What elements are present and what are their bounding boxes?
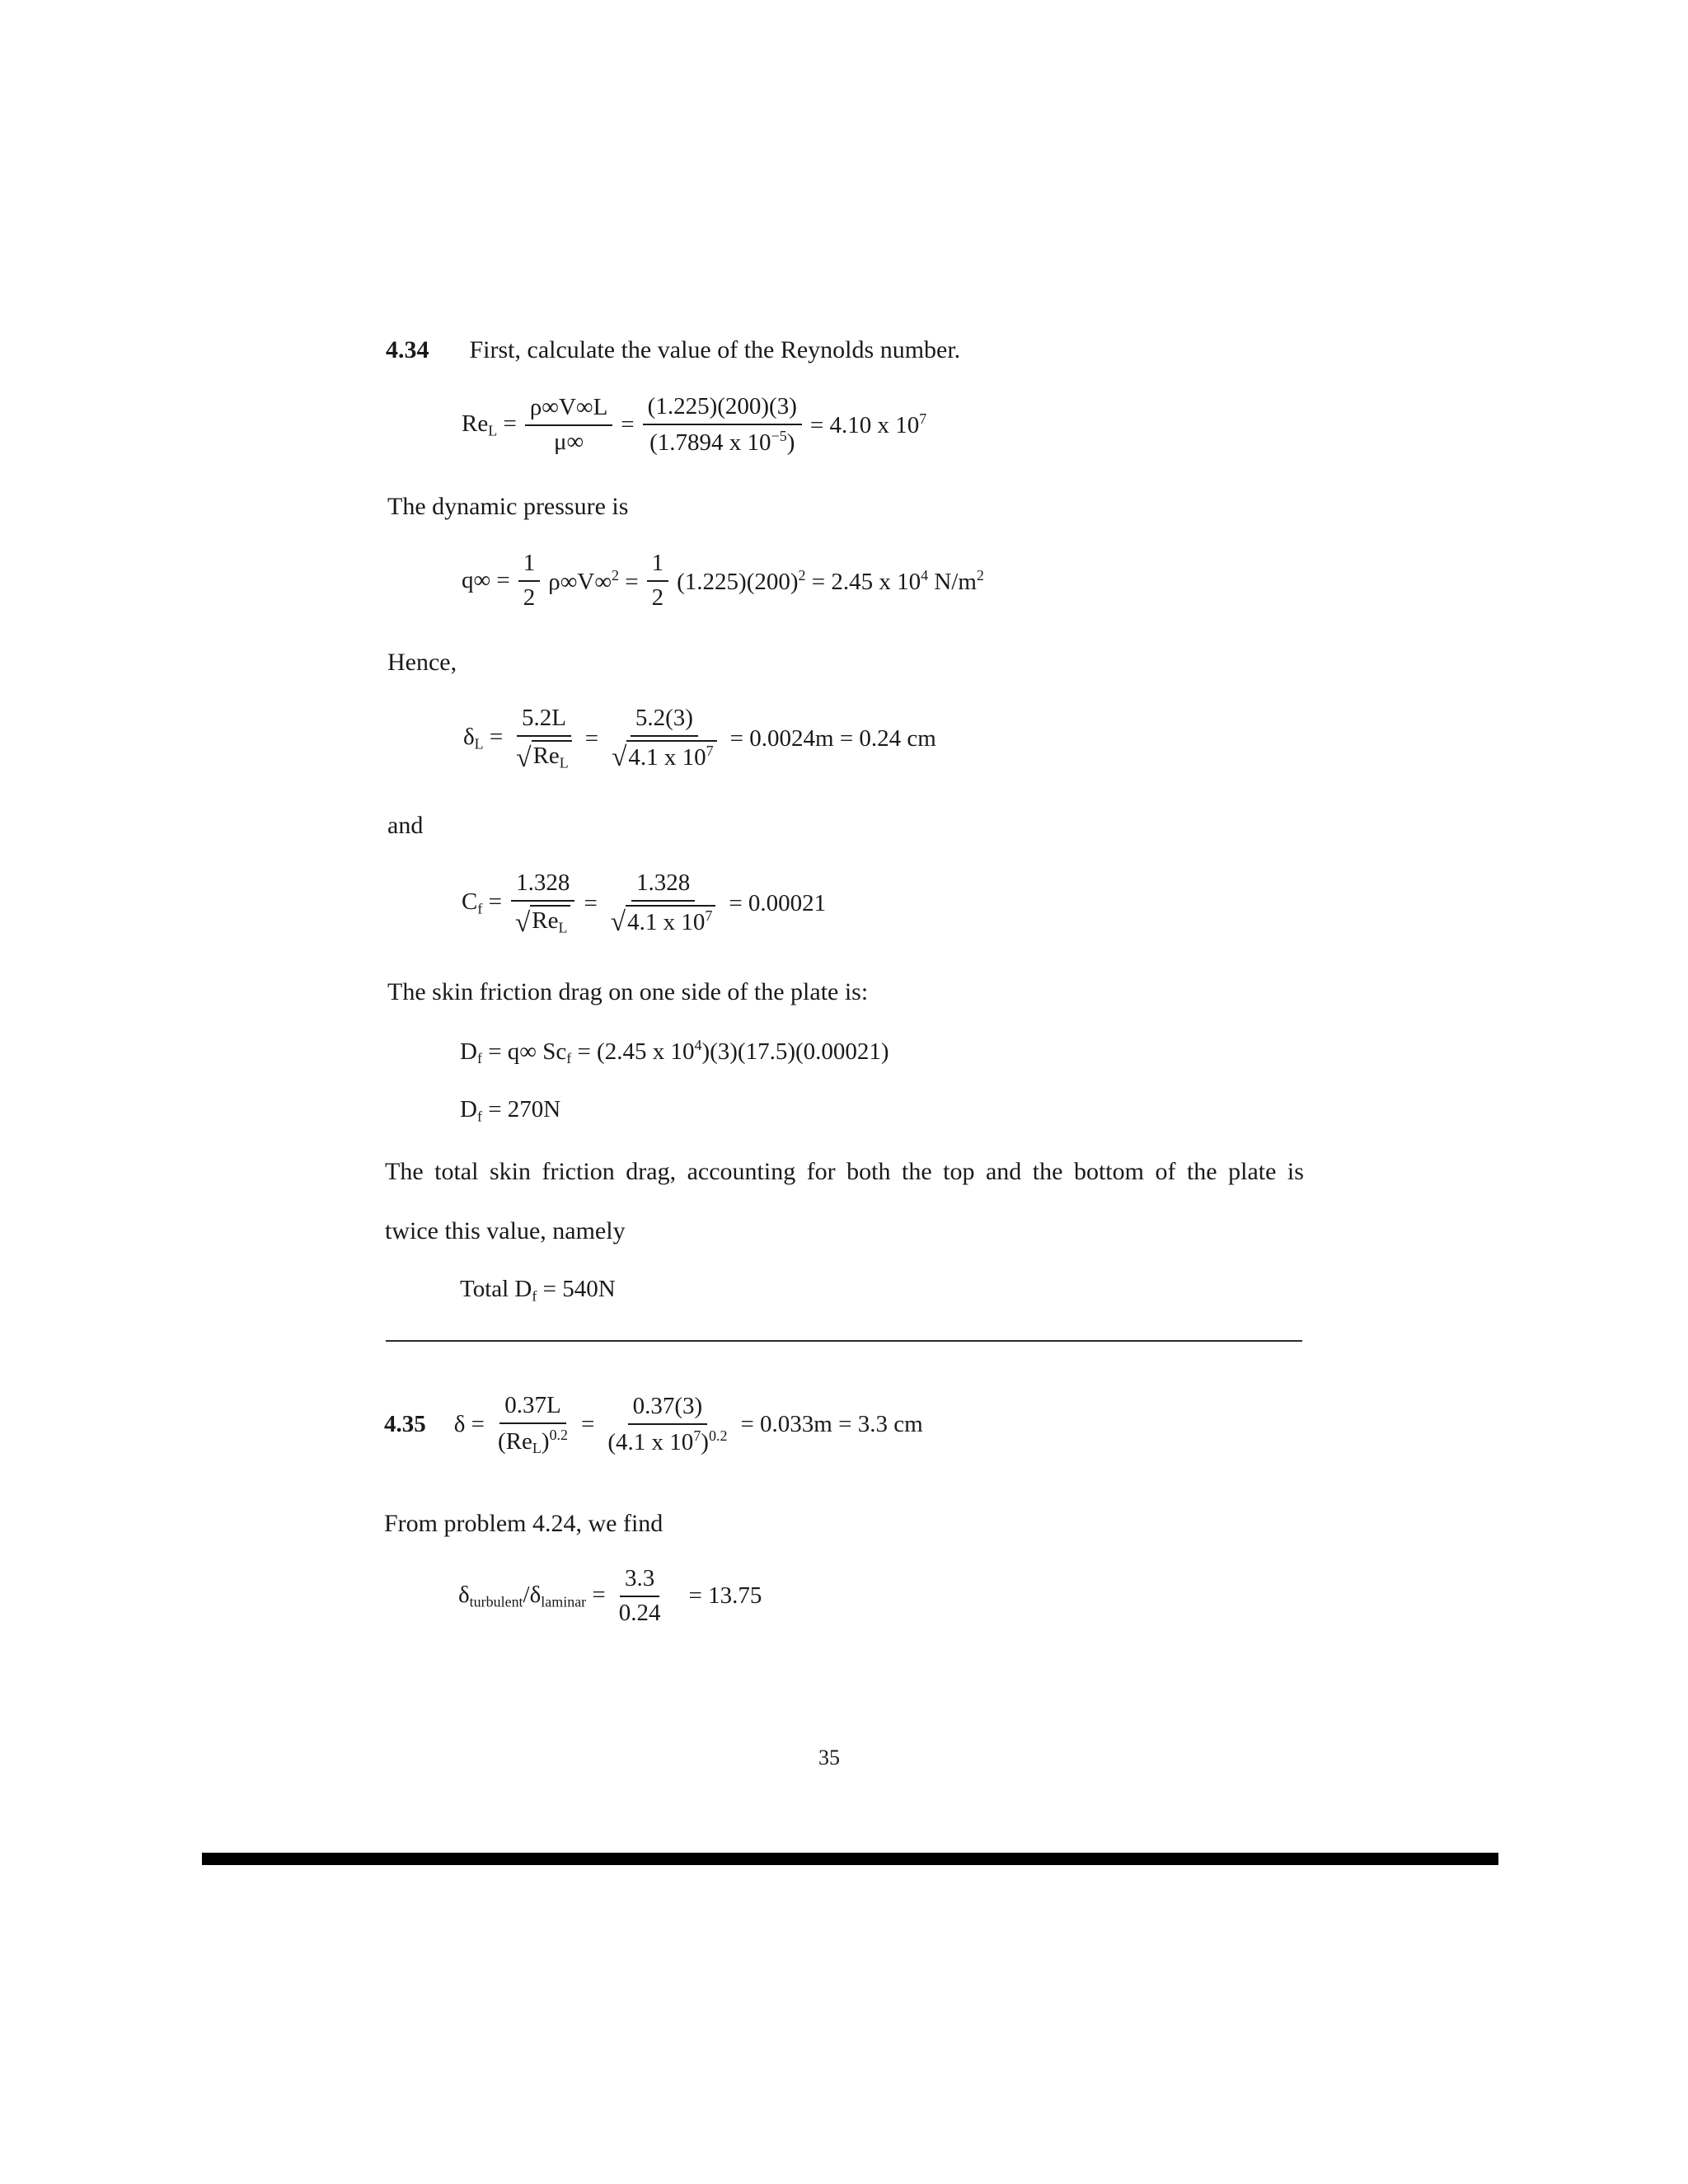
reynolds-result: = 4.10 x $10^7$ (809, 410, 927, 439)
boundary-layer-equation: $\delta_L$ = 5.2L √ $Re_L$ = 5.2(3) √ 4.1 x $10^7$ = 0.0024m = 0.24 cm (463, 705, 936, 773)
problem-heading-4-34 (386, 336, 960, 364)
page-number: 35 (818, 1746, 840, 1769)
reynolds-equation: $Re_L$ = $\frac{\rho\infty V\infty L}{\mu\infty}$ = $\frac{(1.225)(200)(3)}{(1.7894 x 10^{-5})}$ = 4.10 x $10^7$ (462, 393, 927, 456)
total-drag-text-line-1: The total skin friction drag, accounting for both the top and the bottom of the plate is (385, 1158, 1304, 1185)
intro-text: First, calculate the value of the Reynolds number. (469, 336, 961, 363)
from-problem-text: From problem 4.24, we find (384, 1510, 663, 1537)
total-drag-text-line-2: twice this value, namely (385, 1217, 626, 1244)
hence-text: Hence, (387, 649, 457, 676)
section-divider (386, 1340, 1302, 1342)
dynamic-pressure-equation: q∞ = $\frac{1}{2}$ ρ∞V∞$^2$ = $\frac{1}{2}$ $(1.225)(200)^2 = 2.45$ x $10^4$ $N/m^2$ (462, 550, 984, 611)
and-text: and (387, 812, 424, 839)
boundary-layer-result: = 0.0024m = 0.24 cm (729, 724, 936, 752)
reynolds-symbolic-fraction: $\frac{\rho\infty V\infty L}{\mu\infty}$ (525, 395, 612, 456)
skin-friction-coefficient-result: = 0.00021 (729, 889, 827, 916)
thickness-ratio-equation: $\delta_{turbulent}/\delta_{laminar}$ = $\frac{3.3}{0.24}$ = 13.75 (458, 1565, 762, 1626)
problem-number: 4.34 (386, 336, 429, 363)
page-bottom-bar (202, 1853, 1498, 1865)
drag-equation-line-2: $D_f = 270N$ (460, 1096, 561, 1125)
skin-friction-text: The skin friction drag on one side of the plate is: (387, 978, 869, 1005)
total-drag-result: Total $D_f = 540N$ (460, 1276, 616, 1305)
turbulent-thickness-result: = 0.033m = 3.3 cm (740, 1411, 923, 1438)
reynolds-numeric-fraction: $\frac{(1.225)(200)(3)}{(1.7894 x 10^{-5})}$ (643, 394, 802, 457)
thickness-ratio-result: = 13.75 (688, 1582, 762, 1610)
problem-4-35-equation: 4.35 δ = $\frac{0.37L}{(Re_L)^{0.2}}$ = $\frac{0.37(3)}{(4.1 x 10^7)^{0.2}}$ = 0.033m = 3.3 cm (384, 1392, 923, 1457)
dynamic-pressure-result: $(1.225)(200)^2 = 2.45$ x $10^4$ $N/m^2$ (677, 566, 984, 595)
drag-equation-line-1: $D_f = q\infty$ $Sc_f = (2.45$ x $10^4)(3)(17.5)(0.00021)$ (460, 1037, 889, 1067)
problem-number: 4.35 (384, 1411, 426, 1438)
skin-friction-coefficient-equation: $C_f$ = 1.328 √ $Re_L$ = 1.328 √ 4.1 x $10^7$ = 0.00021 (462, 869, 827, 938)
dynamic-pressure-text: The dynamic pressure is (387, 493, 629, 520)
